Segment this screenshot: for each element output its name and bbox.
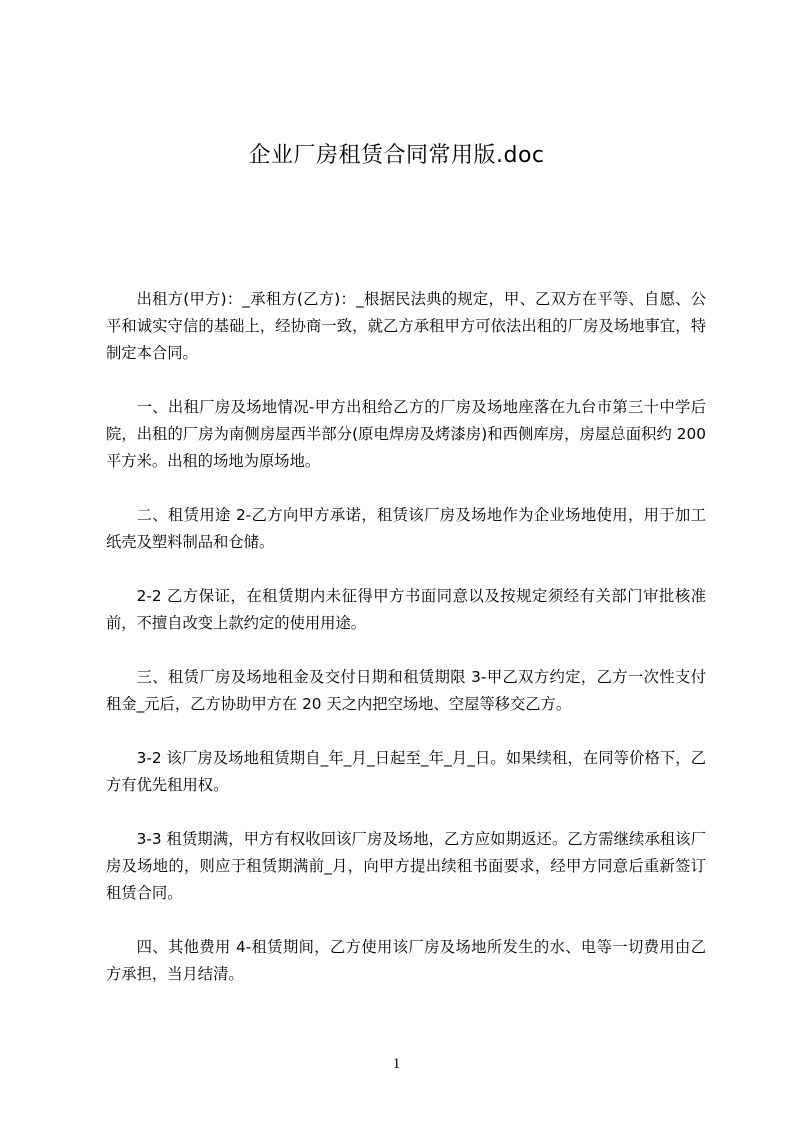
paragraph-section-3: 三、租赁厂房及场地租金及交付日期和租赁期限 3-甲乙双方约定，乙方一次性支付租金_元后，乙方协助甲方在 20 天之内把空场地、空屋等移交乙方。 xyxy=(106,668,706,713)
paragraph-section-1: 一、出租厂房及场地情况-甲方出租给乙方的厂房及场地座落在九台市第三十中学后院，出租的厂房为南侧房屋西半部分(原电焊房及烤漆房)和西侧库房，房屋总面积约 200 平方米。出租的场地为原场地。 xyxy=(106,398,706,470)
paragraph-section-2-2: 2-2 乙方保证，在租赁期内未征得甲方书面同意以及按规定须经有关部门审批核准前，不擅自改变上款约定的使用用途。 xyxy=(106,587,706,632)
paragraph-section-3-2: 3-2 该厂房及场地租赁期自_年_月_日起至_年_月_日。如果续租，在同等价格下，乙方有优先租用权。 xyxy=(106,749,706,794)
paragraph-section-2: 二、租赁用途 2-乙方向甲方承诺，租赁该厂房及场地作为企业场地使用，用于加工纸壳及塑料制品和仓储。 xyxy=(106,506,706,551)
document-title: 企业厂房租赁合同常用版.doc xyxy=(248,143,545,168)
document-body xyxy=(106,286,706,1015)
paragraph-intro: 出租方(甲方)：_承租方(乙方)：_根据民法典的规定，甲、乙双方在平等、自愿、公平和诚实守信的基础上，经协商一致，就乙方承租甲方可依法出租的厂房及场地事宜，特制定本合同。 xyxy=(106,290,706,362)
page-number: 1 xyxy=(392,1056,401,1072)
paragraph-section-4: 四、其他费用 4-租赁期间，乙方使用该厂房及场地所发生的水、电等一切费用由乙方承担，当月结清。 xyxy=(106,938,706,983)
paragraph-section-3-3: 3-3 租赁期满，甲方有权收回该厂房及场地，乙方应如期返还。乙方需继续承租该厂房及场地的，则应于租赁期满前_月，向甲方提出续租书面要求，经甲方同意后重新签订租赁合同。 xyxy=(106,830,706,902)
